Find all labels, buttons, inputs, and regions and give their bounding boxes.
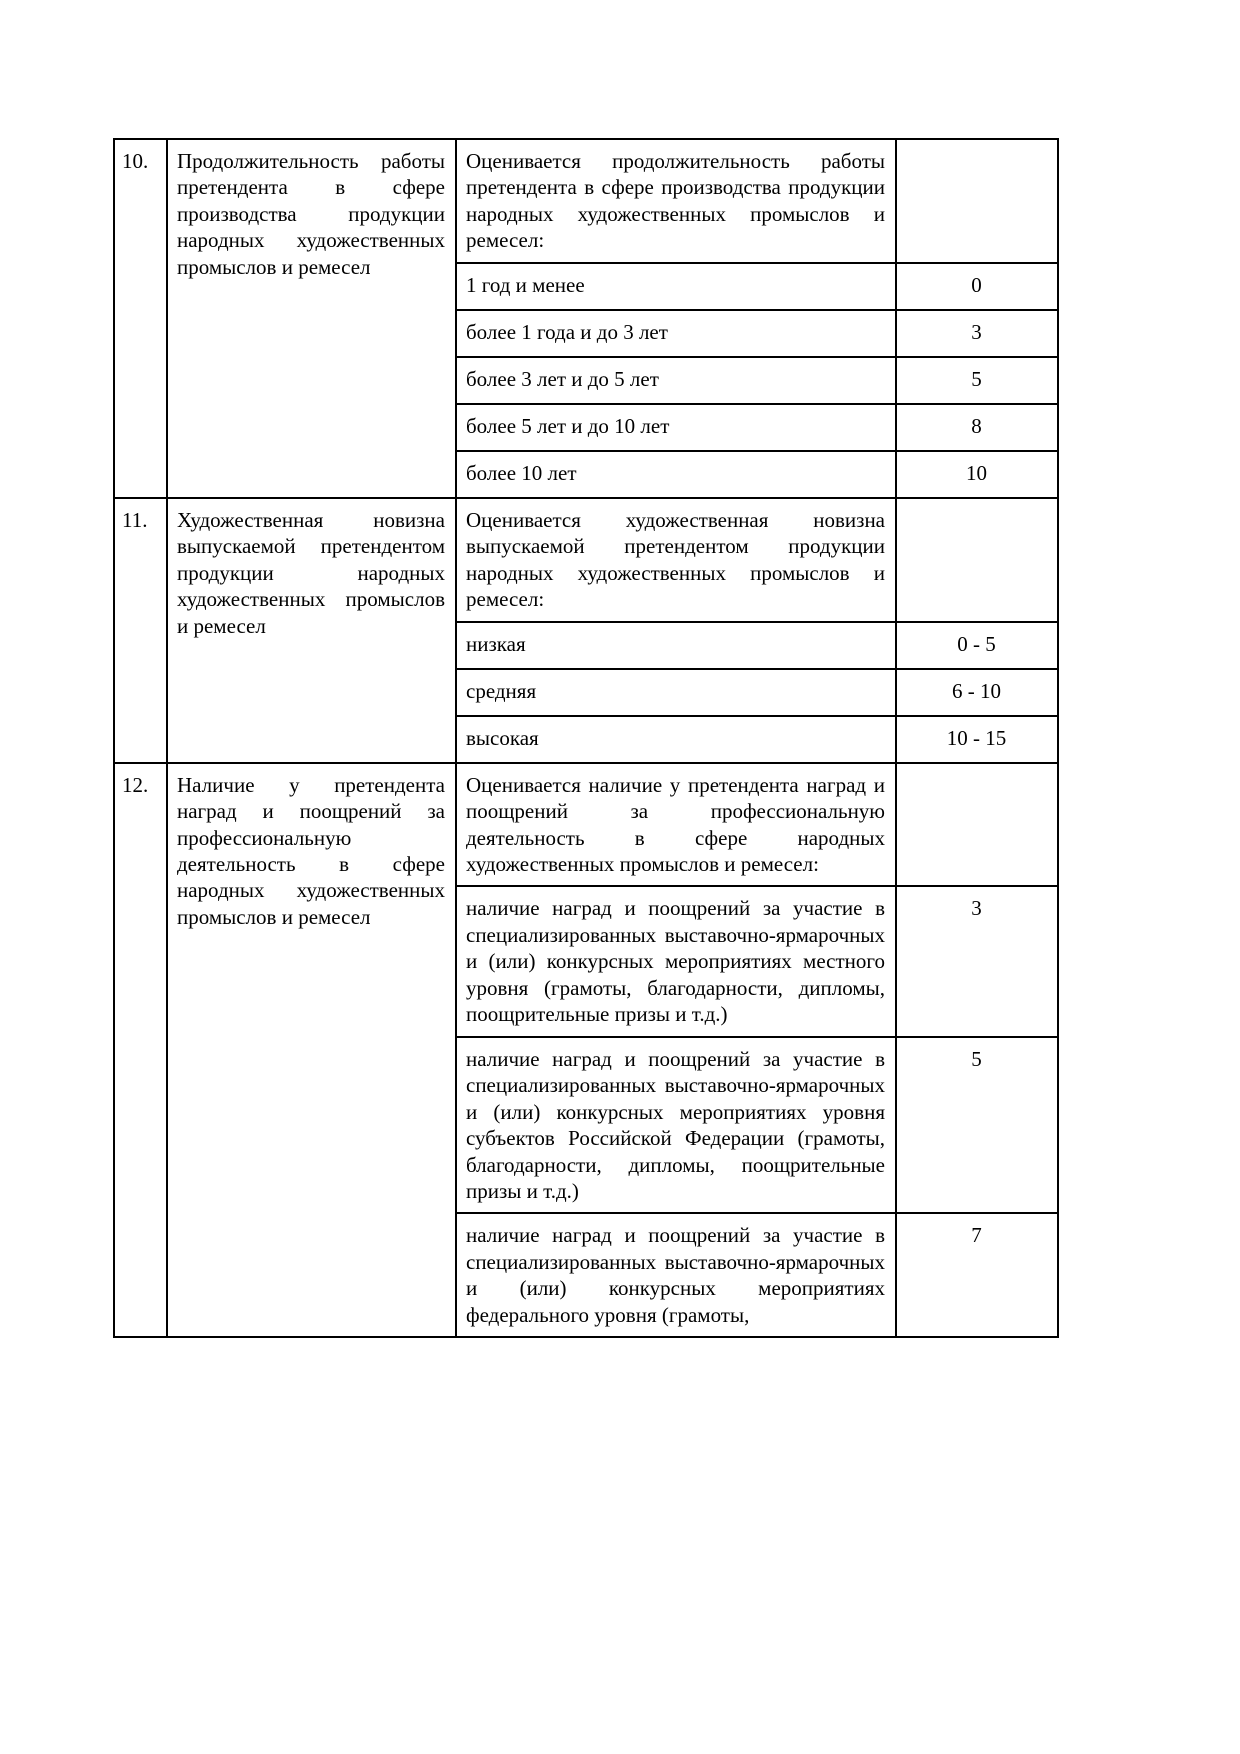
row-number: 11. (114, 498, 167, 763)
evaluation-text: Оценивается художественная новизна выпускаемой претендентом продукции народных художественных промыслов и ремесел: (456, 498, 896, 622)
row-number: 12. (114, 763, 167, 1338)
option-text: низкая (456, 622, 896, 669)
option-text: высокая (456, 716, 896, 763)
table-row (114, 139, 1058, 263)
score-value: 10 - 15 (896, 716, 1058, 763)
option-text: более 1 года и до 3 лет (456, 310, 896, 357)
option-text: более 10 лет (456, 451, 896, 498)
option-text: более 5 лет и до 10 лет (456, 404, 896, 451)
evaluation-text: Оценивается наличие у претендента наград и поощрений за профессиональную деятельность в сфере народных художественных промыслов и ремесел: (456, 763, 896, 887)
criterion-text: Продолжительность работы претендента в сфере производства продукции народных художественных промыслов и ремесел (167, 139, 456, 498)
criterion-text: Художественная новизна выпускаемой претендентом продукции народных художественных промыслов и ремесел (167, 498, 456, 763)
table-row (114, 763, 1058, 887)
score-value: 5 (896, 357, 1058, 404)
score-empty (896, 498, 1058, 622)
score-value: 7 (896, 1213, 1058, 1337)
score-value: 8 (896, 404, 1058, 451)
option-text: наличие наград и поощрений за участие в специализированных выставочно-ярмарочных и (или) конкурсных мероприятиях местного уровня (грамоты, благодарности, дипломы, поощрительные призы и т.д.) (456, 886, 896, 1036)
option-text: наличие наград и поощрений за участие в специализированных выставочно-ярмарочных и (или) конкурсных мероприятиях уровня субъектов Российской Федерации (грамоты, благодарности, дипломы, поощрительные призы и т.д.) (456, 1037, 896, 1214)
score-value: 0 - 5 (896, 622, 1058, 669)
score-value: 3 (896, 310, 1058, 357)
row-number: 10. (114, 139, 167, 498)
option-text: средняя (456, 669, 896, 716)
score-value: 0 (896, 263, 1058, 310)
score-value: 10 (896, 451, 1058, 498)
score-empty (896, 763, 1058, 887)
option-text: более 3 лет и до 5 лет (456, 357, 896, 404)
option-text: наличие наград и поощрений за участие в специализированных выставочно-ярмарочных и (или) конкурсных мероприятиях федерального уровня (грамоты, (456, 1213, 896, 1337)
score-empty (896, 139, 1058, 263)
evaluation-text: Оценивается продолжительность работы претендента в сфере производства продукции народных художественных промыслов и ремесел: (456, 139, 896, 263)
criteria-table (113, 138, 1059, 1338)
score-value: 5 (896, 1037, 1058, 1214)
criterion-text: Наличие у претендента наград и поощрений за профессиональную деятельность в сфере народных художественных промыслов и ремесел (167, 763, 456, 1338)
option-text: 1 год и менее (456, 263, 896, 310)
score-value: 3 (896, 886, 1058, 1036)
table-row (114, 498, 1058, 622)
score-value: 6 - 10 (896, 669, 1058, 716)
